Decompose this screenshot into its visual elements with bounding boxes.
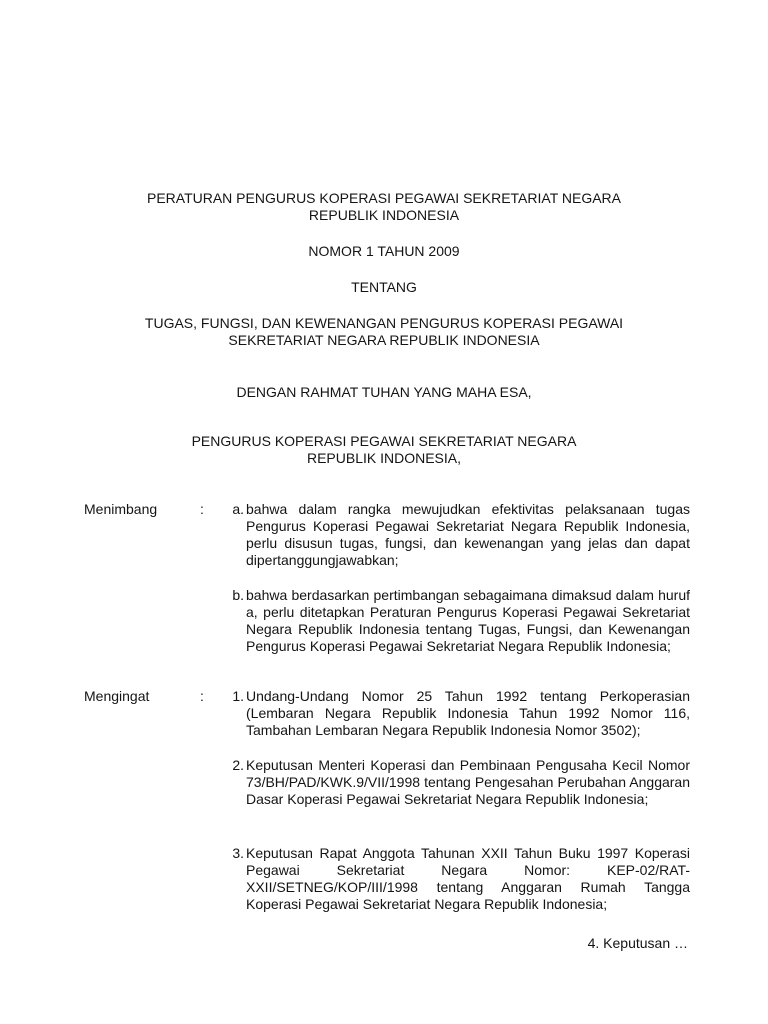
title-line-2: REPUBLIK INDONESIA (308, 207, 460, 223)
regulation-number: NOMOR 1 TAHUN 2009 (308, 243, 460, 259)
regulation-subject (80, 315, 688, 349)
item-marker: 2. (232, 757, 244, 773)
subject-line-1: TUGAS, FUNGSI, DAN KEWENANGAN PENGURUS KOPERASI PEGAWAI (144, 315, 624, 331)
issuing-authority (80, 433, 688, 467)
subject-line-2: SEKRETARIAT NEGARA REPUBLIK INDONESIA (228, 332, 540, 348)
item-text: Keputusan Menteri Koperasi dan Pembinaan Pengusaha Kecil Nomor 73/BH/PAD/KWK.9/VII/1998 tentang Pengesahan Perubahan Anggaran Dasar Koperasi Pegawai Sekretariat Negara Republik Indonesia; (246, 757, 690, 807)
section-label-menimbang: Menimbang (84, 501, 158, 517)
section-colon: : (200, 688, 204, 704)
item-marker: 1. (232, 688, 244, 704)
document-title (80, 190, 688, 224)
section-label-mengingat: Mengingat (84, 688, 150, 704)
item-text: bahwa berdasarkan pertimbangan sebagaimana dimaksud dalam huruf a, perlu ditetapkan Peraturan Pengurus Koperasi Pegawai Sekretariat Negara Republik Indonesia tentang Tugas, Fungsi, dan Kewenangan Pengurus Koperasi Pegawai Sekretariat Negara Republik Indonesia; (246, 587, 690, 654)
item-marker: b. (232, 587, 244, 603)
item-text: Keputusan Rapat Anggota Tahunan XXII Tahun Buku 1997 Koperasi Pegawai Sekretariat Negara Nomor: KEP-02/RAT-XXII/SETNEG/KOP/III/1998 tentang Anggaran Rumah Tangga Koperasi Pegawai Sekretariat Negara Republik Indonesia; (246, 845, 690, 912)
item-text: bahwa dalam rangka mewujudkan efektivitas pelaksanaan tugas Pengurus Koperasi Pegawai Sekretariat Negara Republik Indonesia, perlu disusun tugas, fungsi, dan kewenangan yang jelas dan dapat dipertanggungjawabkan; (246, 501, 690, 568)
about-heading: TENTANG (351, 279, 417, 295)
invocation: DENGAN RAHMAT TUHAN YANG MAHA ESA, (236, 384, 532, 400)
title-line-1: PERATURAN PENGURUS KOPERASI PEGAWAI SEKRETARIAT NEGARA (146, 190, 622, 206)
item-marker: 3. (232, 845, 244, 861)
authority-line-2: REPUBLIK INDONESIA, (306, 450, 462, 466)
section-colon: : (200, 501, 204, 517)
next-page-continuation: 4. Keputusan … (587, 935, 688, 951)
item-marker: a. (232, 501, 244, 517)
item-text: Undang-Undang Nomor 25 Tahun 1992 tentang Perkoperasian (Lembaran Negara Republik Indonesia Tahun 1992 Nomor 116, Tambahan Lembaran Negara Republik Indonesia Nomor 3502); (246, 688, 690, 738)
authority-line-1: PENGURUS KOPERASI PEGAWAI SEKRETARIAT NEGARA (191, 433, 577, 449)
